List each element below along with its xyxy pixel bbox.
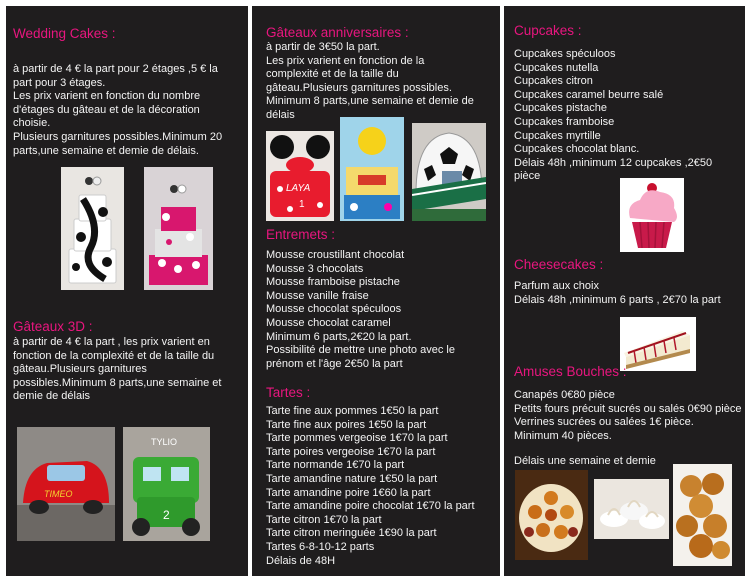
wedding-cakes-text [13,63,222,158]
beach-cake-photo [340,117,404,221]
entremets-heading: Entremets : [266,227,336,242]
canapes-photo [515,470,588,560]
text-line: parts,une semaine et demie de délais. [13,144,199,157]
text-line: Cupcakes pistache [514,102,607,115]
cheesecakes-heading: Cheesecakes : [514,257,604,272]
car-cake-photo [17,427,115,541]
football-cake-photo [412,123,486,221]
text-line: Canapés 0€80 pièce [514,389,615,401]
birthday-cakes-heading: Gâteaux anniversaires : [266,25,409,40]
text-line: d'étages du gâteau et de la décoration [13,103,200,116]
text-line: Tarte amandine nature 1€50 la part [266,472,438,485]
petits-fours-photo [673,464,732,566]
cheesecakes-text [514,280,721,307]
text-line: Délais 48h ,minimum 12 cupcakes ,2€50 [514,156,713,169]
text-line: fonction de la complexité et de la taille du [13,349,215,362]
text-line: Cupcakes chocolat blanc. [514,143,640,156]
minnie-cake-number: 1 [299,199,305,210]
cheesecake-photo [620,317,696,371]
minnie-cake-photo [266,131,334,221]
text-line: demie de délais [13,390,91,403]
text-line: Les prix varient en fonction de la [266,54,425,67]
text-line: choisie. [13,117,51,130]
text-line: Minimum 6 parts,2€20 la part. [266,330,412,343]
text-line: Tarte normande 1€70 la part [266,459,405,472]
text-line: Tarte fine aux poires 1€50 la part [266,418,427,431]
cupcakes-heading: Cupcakes : [514,23,582,38]
cupcake-photo [620,178,684,252]
text-line: Cupcakes nutella [514,61,599,74]
text-line: Tartes 6-8-10-12 parts [266,540,375,553]
car-cake-label: TIMEO [44,489,73,499]
text-line: Verrines sucrées ou salées 1€ pièce. [514,416,694,429]
text-line: gâteau.Plusieurs garnitures possibles. [266,81,452,94]
text-line: Mousse chocolat spéculoos [266,303,402,316]
panel-middle [252,6,500,576]
text-line: part pour 3 étages. [13,76,106,89]
tractor-cake-number: 2 [163,508,170,522]
text-line: Parfum aux choix [514,280,599,292]
text-line: pièce [514,170,541,183]
minnie-cake-name: LAYA [286,183,311,194]
text-line: Mousse chocolat caramel [266,316,391,329]
gateaux-3d-heading: Gâteaux 3D : [13,319,93,334]
amuses-bouches-heading: Amuses Bouches : [514,364,627,379]
text-line: Délais de 48H [266,554,336,567]
text-line: Tarte citron meringuée 1€90 la part [266,527,437,540]
text-line: Mousse framboise pistache [266,276,400,289]
gateaux-3d-text [13,336,221,404]
text-line: Cupcakes spéculoos [514,48,616,60]
entremets-text [266,249,455,371]
text-line: Possibilité de mettre une photo avec le [266,344,455,357]
text-line: Tarte fine aux pommes 1€50 la part [266,405,439,417]
wedding-cake-photo-2 [144,167,213,290]
amuses-bouches-text [514,389,741,443]
text-line: gâteau.Plusieurs garnitures [13,363,147,376]
text-line: Cupcakes citron [514,75,593,88]
text-line: Mousse croustillant chocolat [266,249,405,261]
amuses-bouches-delay: Délais une semaine et demie [514,455,656,467]
text-line: Tarte pommes vergeoise 1€70 la part [266,432,448,445]
text-line: Les prix varient en fonction du nombre [13,90,201,103]
text-line: Mousse 3 chocolats [266,262,364,275]
birthday-cakes-text [266,41,474,123]
wedding-cake-photo-1 [61,167,124,290]
text-line: Tarte amandine poire 1€60 la part [266,486,431,499]
tartes-text [266,405,475,568]
wedding-cakes-heading: Wedding Cakes : [13,26,116,41]
text-line: Cupcakes caramel beurre salé [514,88,664,101]
text-line: Mousse vanille fraise [266,289,369,302]
text-line: Cupcakes myrtille [514,129,601,142]
verrines-photo [594,479,669,539]
text-line: à partir de 3€50 la part. [266,41,380,53]
text-line: Plusieurs garnitures possibles.Minimum 20 [13,130,223,143]
panel-left [6,6,248,576]
tractor-cake-photo [123,427,210,541]
text-line: prénom et l'âge 2€50 la part [266,357,403,370]
text-line: Tarte amandine poire chocolat 1€70 la part [266,500,475,513]
text-line: Délais 48h ,minimum 6 parts , 2€70 la part [514,293,721,306]
text-line: complexité et de la taille du [266,68,399,81]
text-line: Minimum 40 pièces. [514,429,612,442]
text-line: à partir de 4 € la part , les prix varient en [13,336,210,348]
text-line: Cupcakes framboise [514,115,615,128]
tractor-cake-label: TYLIO [151,437,178,447]
text-line: Petits fours précuit sucrés ou salés 0€90 pièce [514,402,742,415]
text-line: Minimum 8 parts,une semaine et demie de [266,95,474,108]
text-line: à partir de 4 € la part pour 2 étages ,5 € la [13,63,218,75]
text-line: possibles.Minimum 8 parts,une semaine et [13,376,222,389]
cupcakes-text [514,48,712,184]
tartes-heading: Tartes : [266,385,311,400]
panel-right [504,6,745,576]
text-line: Tarte poires vergeoise 1€70 la part [266,445,436,458]
text-line: délais [266,108,295,121]
text-line: Tarte citron 1€70 la part [266,513,382,526]
